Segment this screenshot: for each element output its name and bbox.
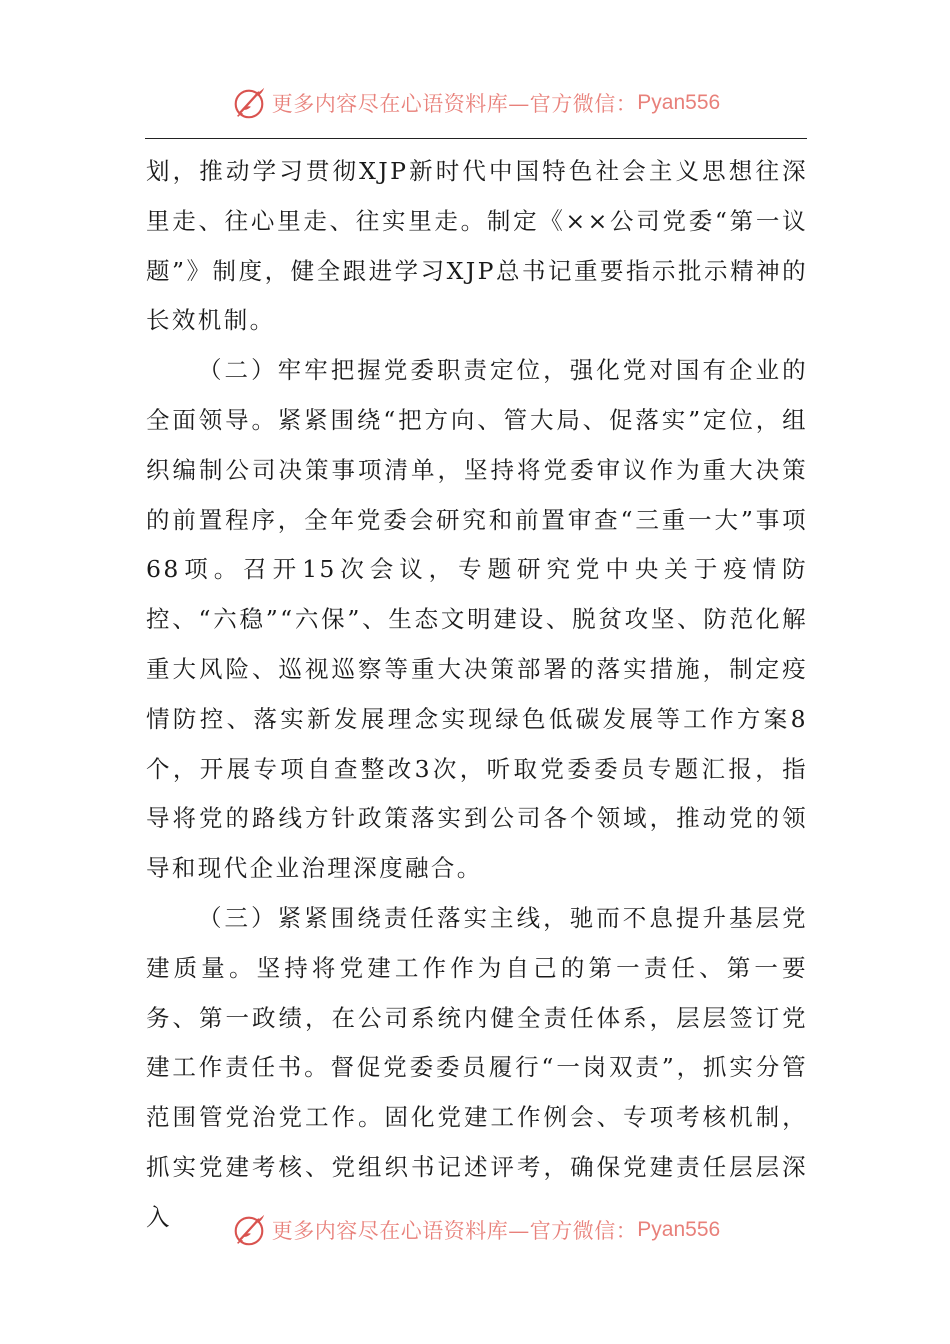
document-body xyxy=(146,147,808,1243)
header-banner-handle: Pyan556 xyxy=(637,91,721,114)
footer-banner xyxy=(0,1206,950,1254)
paragraph-section-2: （二）牢牢把握党委职责定位，强化党对国有企业的全面领导。紧紧围绕“把方向、管大局、促落实”定位，组织编制公司决策事项清单，坚持将党委审议作为重大决策的前置程序，全年党委会研究和前置审查“三重一大”事项68项。召开15次会议，专题研究党中央关于疫情防控、“六稳”“六保”、生态文明建设、脱贫攻坚、防范化解重大风险、巡视巡察等重大决策部署的落实措施，制定疫情防控、落实新发展理念实现绿色低碳发展等工作方案8个，开展专项自查整改3次，听取党委委员专题汇报，指导将党的路线方针政策落实到公司各个领域，推动党的领导和现代企业治理深度融合。 xyxy=(146,356,808,883)
footer-banner-text: 更多内容尽在心语资料库—官方微信： xyxy=(271,1219,638,1243)
footer-banner-handle: Pyan556 xyxy=(637,1218,721,1241)
paragraph-continuation: 划，推动学习贯彻XJP新时代中国特色社会主义思想往深里走、往心里走、往实里走。制定《××公司党委“第一议题”》制度，健全跟进学习XJP总书记重要指示批示精神的长效机制。 xyxy=(146,157,808,335)
paragraph-section-3: （三）紧紧围绕责任落实主线，驰而不息提升基层党建质量。坚持将党建工作作为自己的第一责任、第一要务、第一政绩，在公司系统内健全责任体系，层层签订党建工作责任书。督促党委委员履行“一岗双责”，抓实分管范围管党治党工作。固化党建工作例会、专项考核机制，抓实党建考核、党组织书记述评考，确保党建责任层层深入 xyxy=(146,903,808,1231)
header-divider xyxy=(145,138,807,139)
quill-pen-logo-icon xyxy=(230,84,268,122)
header-banner xyxy=(0,79,950,127)
quill-pen-logo-icon xyxy=(230,1211,268,1249)
header-banner-text: 更多内容尽在心语资料库—官方微信： xyxy=(271,92,638,116)
